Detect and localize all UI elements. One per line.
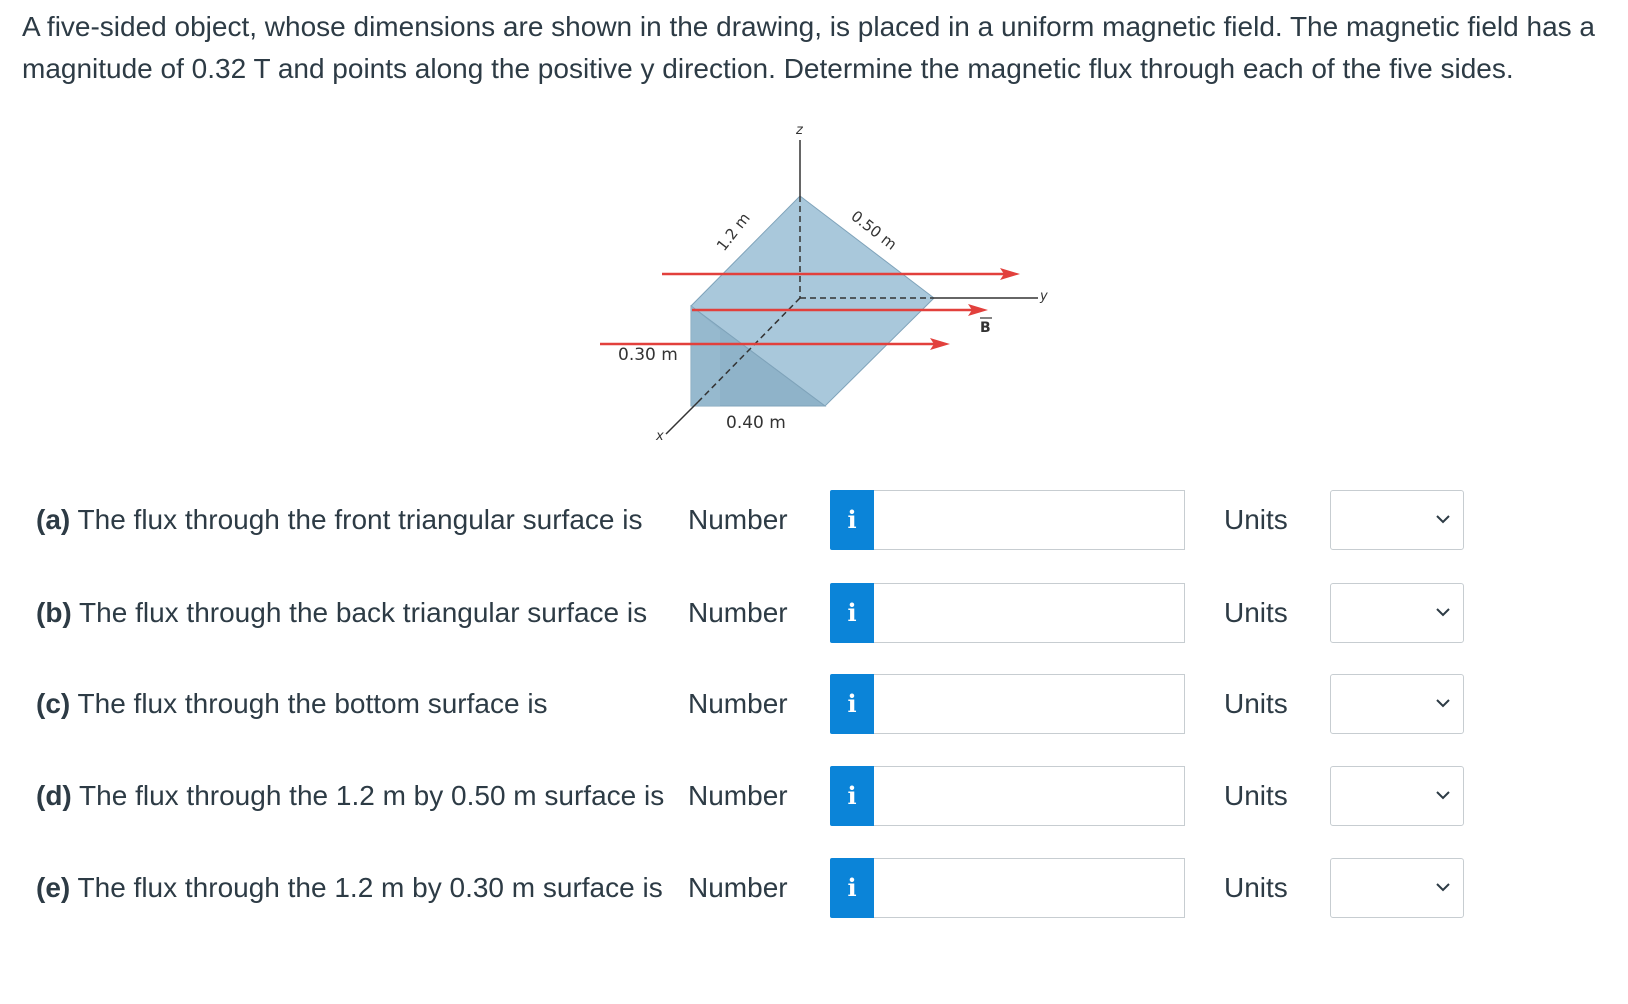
number-input[interactable]	[874, 583, 1185, 643]
number-input[interactable]	[874, 674, 1185, 734]
x-axis	[666, 402, 698, 434]
number-label: Number	[688, 780, 788, 811]
part-label: (c)	[36, 688, 71, 719]
answer-row-c	[0, 674, 1628, 734]
info-button[interactable]: i	[830, 490, 874, 550]
row-prompt: The flux through the back triangular surface is	[79, 597, 648, 628]
dim-label-0-30m: 0.30 m	[618, 345, 678, 365]
row-prompt: The flux through the 1.2 m by 0.50 m surface is	[79, 780, 665, 811]
number-label: Number	[688, 872, 788, 903]
chevron-down-icon	[1435, 789, 1451, 801]
prism-figure	[600, 110, 1120, 480]
units-label: Units	[1224, 780, 1288, 811]
info-button[interactable]: i	[830, 583, 874, 643]
part-label: (b)	[36, 597, 72, 628]
row-prompt: The flux through the bottom surface is	[77, 688, 548, 719]
units-label: Units	[1224, 597, 1288, 628]
units-label: Units	[1224, 504, 1288, 535]
z-axis-label: z	[796, 123, 803, 138]
info-button[interactable]: i	[830, 766, 874, 826]
answer-row-a	[0, 490, 1628, 550]
dim-label-0-40m: 0.40 m	[726, 413, 786, 433]
x-axis-label: x	[656, 429, 664, 444]
chevron-down-icon	[1435, 606, 1451, 618]
answer-row-e	[0, 858, 1628, 918]
units-select[interactable]	[1330, 858, 1464, 918]
chevron-down-icon	[1435, 881, 1451, 893]
units-select[interactable]	[1330, 490, 1464, 550]
number-input[interactable]	[874, 490, 1185, 550]
units-select[interactable]	[1330, 583, 1464, 643]
question-text: A five-sided object, whose dimensions are shown in the drawing, is placed in a uniform magnetic field. The magnetic field has a magnitude of 0.32 T and points along the positive y direction. Determine the magnetic flux through each of the five sides.	[22, 11, 1596, 84]
answer-row-d	[0, 766, 1628, 826]
field-vector-label: B	[980, 320, 991, 336]
number-input[interactable]	[874, 858, 1185, 918]
chevron-down-icon	[1435, 697, 1451, 709]
dim-label-0-50m: 0.50 m	[847, 206, 901, 254]
units-label: Units	[1224, 872, 1288, 903]
dim-label-1-2m: 1.2 m	[712, 209, 754, 255]
part-label: (e)	[36, 872, 71, 903]
units-select[interactable]	[1330, 766, 1464, 826]
info-button[interactable]: i	[830, 858, 874, 918]
part-label: (a)	[36, 504, 71, 535]
number-label: Number	[688, 504, 788, 535]
y-axis-label: y	[1040, 289, 1048, 304]
number-input[interactable]	[874, 766, 1185, 826]
answer-row-b	[0, 583, 1628, 643]
row-prompt: The flux through the 1.2 m by 0.30 m surface is	[77, 872, 663, 903]
row-prompt: The flux through the front triangular surface is	[77, 504, 643, 535]
units-select[interactable]	[1330, 674, 1464, 734]
units-label: Units	[1224, 688, 1288, 719]
info-button[interactable]: i	[830, 674, 874, 734]
chevron-down-icon	[1435, 513, 1451, 525]
part-label: (d)	[36, 780, 72, 811]
prism-diagram	[600, 110, 1120, 480]
number-label: Number	[688, 597, 788, 628]
number-label: Number	[688, 688, 788, 719]
